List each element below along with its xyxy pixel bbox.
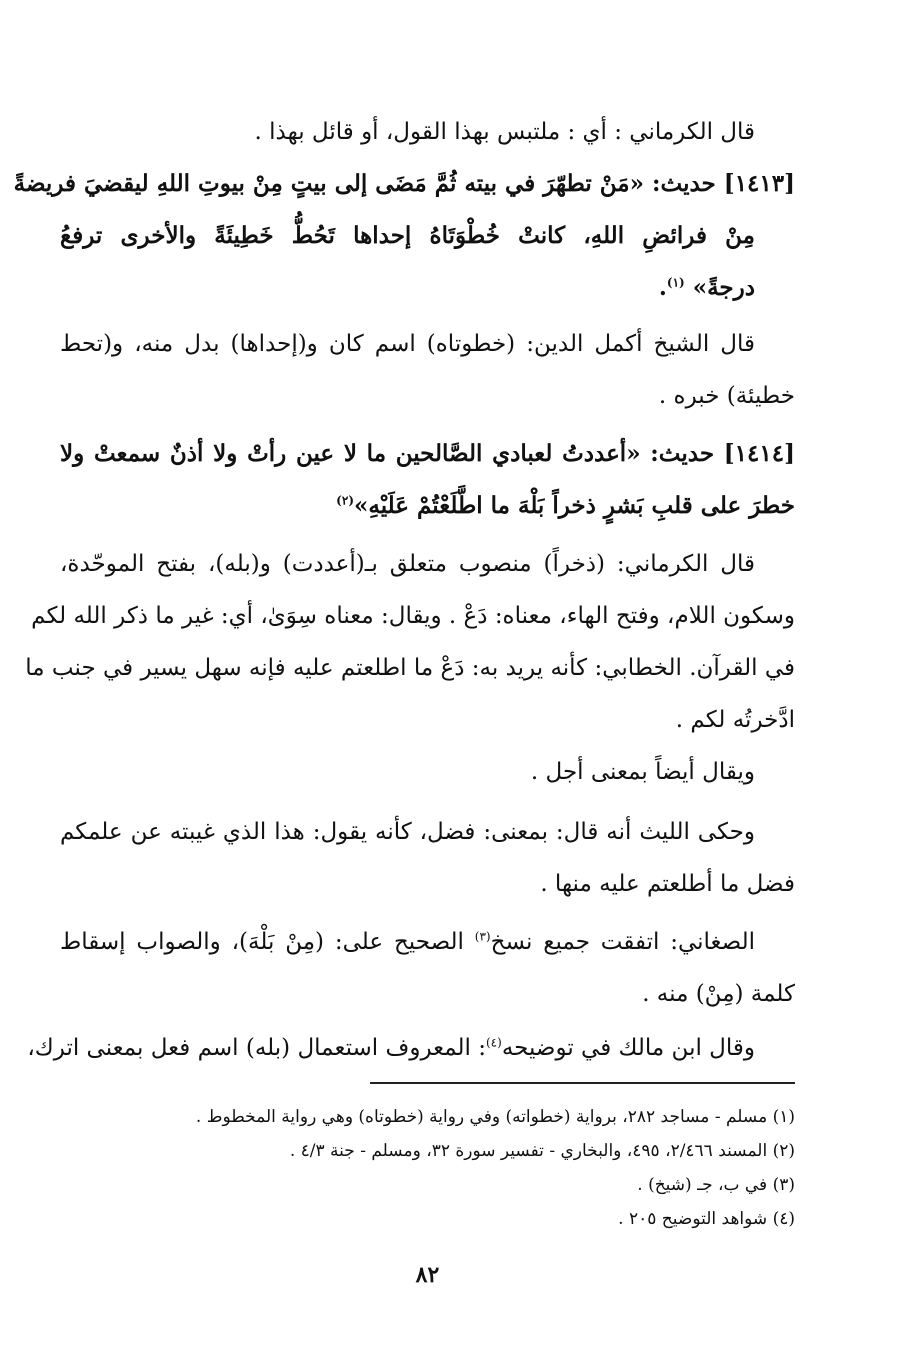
footnote-divider <box>370 1082 795 1084</box>
paragraph-akmal <box>60 318 795 422</box>
footnote: (٤) شواهد التوضيح ٢٠٥ . <box>618 1209 795 1229</box>
text-line: خطيئة) خبره . <box>658 383 795 409</box>
page-number: ٨٢ <box>415 1262 440 1288</box>
footnotes <box>60 1100 795 1236</box>
text-line: كلمة (مِنْ) منه . <box>642 981 795 1007</box>
text-line: ادَّخرتُه لكم . <box>675 707 795 733</box>
footnote-ref: (٣) <box>474 929 491 944</box>
hadith-number: [١٤١٣] <box>723 170 795 197</box>
hadith-1413-line: مِنْ فرائضِ اللهِ، كانتْ خُطْوَتَاهُ إحداها تَحُطُّ خَطِيئَةً والأخرى ترفعُ <box>60 222 755 249</box>
footnote: (٣) في ب، جـ (شيخ) . <box>637 1175 795 1195</box>
paragraph-layth <box>60 806 795 910</box>
book-page <box>13 0 795 1360</box>
text-line: وقال ابن مالك في توضيحه$^{(٤)}$: المعروف استعمال (بله) اسم فعل بمعنى اترك، <box>27 1035 755 1061</box>
text-line: فضل ما أطلعتم عليه منها . <box>540 871 795 897</box>
paragraph-kirmani-1 <box>13 106 795 314</box>
text-line: في القرآن. الخطابي: كأنه يريد به: دَعْ ما اطلعتم عليه فإنه سهل يسير في جنب ما <box>25 655 795 681</box>
hadith-1413-line: درجةً» $^{(١)}$. <box>658 274 755 301</box>
text-line: قال الكرماني : أي : ملتبس بهذا القول، أو قائل بهذا . <box>254 119 755 145</box>
text-line: وحكى الليث أنه قال: بمعنى: فضل، كأنه يقول: هذا الذي غيبته عن علمكم <box>60 819 755 845</box>
footnote: (٢) المسند ٢/٤٦٦، ٤٩٥، والبخاري - تفسير سورة ٣٢، ومسلم - جنة ٤/٣ . <box>289 1141 795 1161</box>
text-line: ويقال أيضاً بمعنى أجل . <box>530 759 755 785</box>
hadith-1414-line: خطرَ على قلبِ بَشرٍ ذخراً بَلْهَ ما اطَّلَعْتُمْ عَلَيْهِ»$^{(٢)}$ <box>336 492 795 519</box>
footnote-ref: (٤) <box>485 1035 502 1050</box>
footnote-ref: (٢) <box>336 493 354 508</box>
footnote: (١) مسلم - مساجد ٢٨٢، برواية (خطواته) وفي رواية (خطوتاه) وهي رواية المخطوط . <box>195 1107 795 1127</box>
hadith-1414-line: [١٤١٤] حديث: «أعددتُ لعبادي الصَّالحين ما لا عين رأتْ ولا أذنٌ سمعتْ ولا <box>60 440 795 467</box>
text-line: الصغاني: اتفقت جميع نسخ$^{(٣)}$ الصحيح على: (مِنْ بَلْهَ)، والصواب إسقاط <box>60 929 756 955</box>
paragraph-saghani <box>60 916 795 1020</box>
text-line: وسكون اللام، وفتح الهاء، معناه: دَعْ . ويقال: معناه سِوَىٰ، أي: غير ما ذكر الله لكم <box>31 603 795 629</box>
text-line: قال الشيخ أكمل الدين: (خطوتاه) اسم كان و(إحداها) بدل منه، و(تحط <box>60 331 755 357</box>
hadith-1414 <box>60 428 795 532</box>
hadith-1413-line: [١٤١٣] حديث: «مَنْ تطهّرَ في بيته ثُمَّ مَضَى إلى بيتٍ مِنْ بيوتِ اللهِ ليقضيَ فريضةً <box>13 170 795 197</box>
paragraph-ibn-malik <box>27 1022 795 1074</box>
hadith-number: [١٤١٤] <box>723 440 795 467</box>
paragraph-kirmani-2 <box>25 538 795 746</box>
paragraph-ajal <box>60 746 795 798</box>
text-line: قال الكرماني: (ذخراً) منصوب متعلق بـ(أعددت) و(بله)، بفتح الموحّدة، <box>60 551 755 577</box>
footnote-ref: (١) <box>666 275 685 290</box>
